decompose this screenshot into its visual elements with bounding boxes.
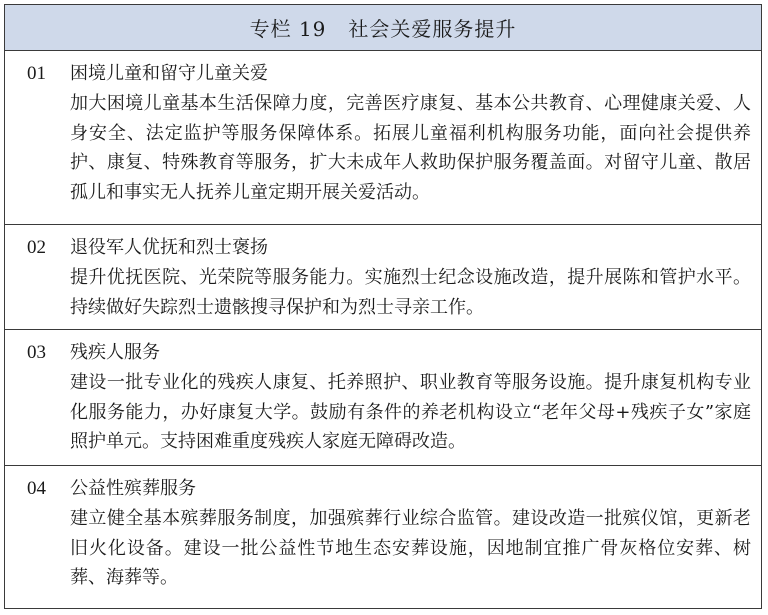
section-04 bbox=[5, 466, 761, 607]
section-number: 02 bbox=[27, 237, 46, 258]
column-box bbox=[4, 4, 762, 609]
section-number: 03 bbox=[27, 342, 46, 363]
column-label: 专栏 19 bbox=[249, 17, 327, 41]
section-heading bbox=[27, 59, 751, 89]
section-number: 01 bbox=[27, 63, 46, 84]
section-heading bbox=[27, 233, 751, 263]
column-header bbox=[5, 5, 761, 51]
section-body: 建设一批专业化的残疾人康复、托养照护、职业教育等服务设施。提升康复机构专业化服务能力，办好康复大学。鼓励有条件的养老机构设立“老年父母+残疾子女”家庭照护单元。支持困难重度残疾人家庭无障碍改造。 bbox=[70, 372, 751, 452]
section-title: 困境儿童和留守儿童关爱 bbox=[70, 63, 268, 84]
section-03 bbox=[5, 330, 761, 466]
section-number: 04 bbox=[27, 478, 46, 499]
section-body: 提升优抚医院、光荣院等服务能力。实施烈士纪念设施改造，提升展陈和管护水平。持续做好失踪烈士遗骸搜寻保护和为烈士寻亲工作。 bbox=[70, 267, 751, 318]
section-01 bbox=[5, 51, 761, 225]
section-body: 建立健全基本殡葬服务制度，加强殡葬行业综合监管。建设改造一批殡仪馆，更新老旧火化设备。建设一批公益性节地生态安葬设施，因地制宜推广骨灰格位安葬、树葬、海葬等。 bbox=[70, 508, 751, 588]
section-heading bbox=[27, 338, 751, 368]
section-heading bbox=[27, 474, 751, 504]
column-title: 社会关爱服务提升 bbox=[348, 17, 517, 41]
section-title: 退役军人优抚和烈士褒扬 bbox=[70, 237, 268, 258]
section-title: 残疾人服务 bbox=[70, 342, 160, 363]
section-title: 公益性殡葬服务 bbox=[70, 478, 196, 499]
section-body: 加大困境儿童基本生活保障力度，完善医疗康复、基本公共教育、心理健康关爱、人身安全、法定监护等服务保障体系。拓展儿童福利机构服务功能，面向社会提供养护、康复、特殊教育等服务，扩大未成年人救助保护服务覆盖面。对留守儿童、散居孤儿和事实无人抚养儿童定期开展关爱活动。 bbox=[70, 93, 751, 203]
section-02 bbox=[5, 225, 761, 330]
